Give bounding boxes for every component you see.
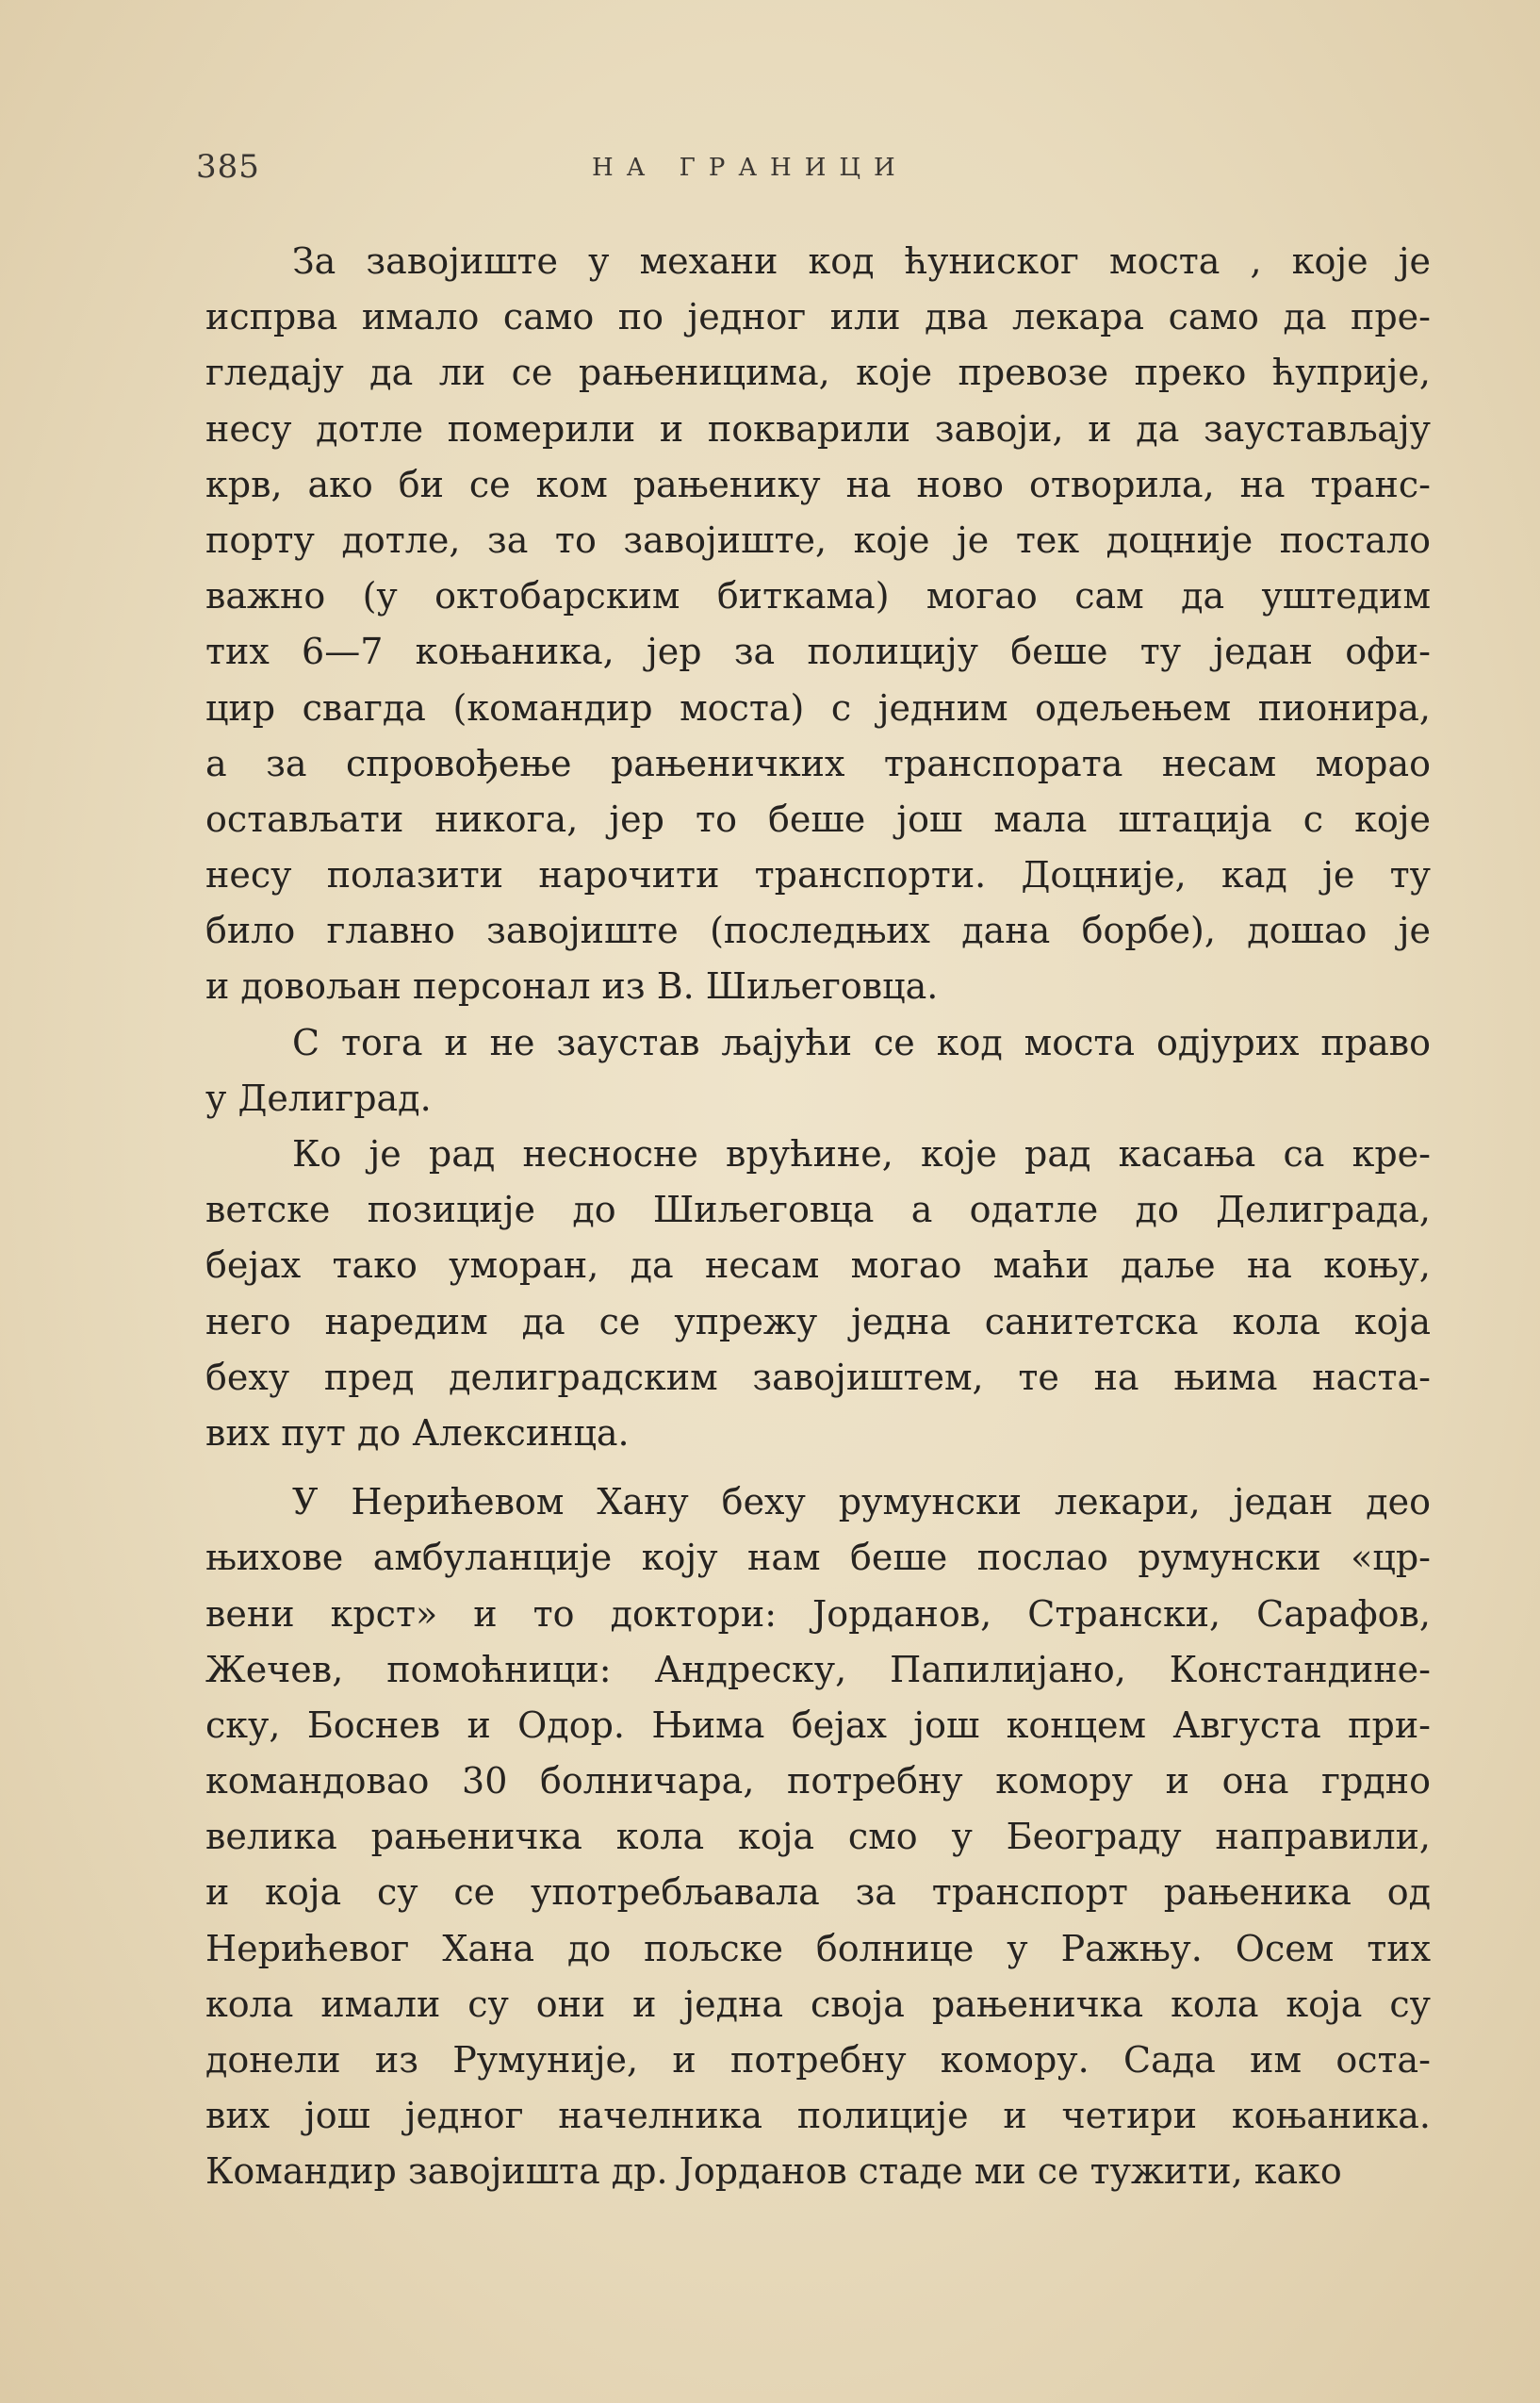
text-line: вени крст» и то доктори: Јорданов, Странски, Сарафов, <box>205 1592 1431 1635</box>
body-text <box>205 234 1431 2200</box>
text-line: гледају да ли се рањеницима, које превозе преко ћуприје, <box>205 352 1431 394</box>
text-line: бејах тако уморан, да несам могао маћи даље на коњу, <box>205 1244 1431 1287</box>
text-line: Командир завојишта др. Јорданов стаде ми се тужити, како <box>205 2150 1342 2193</box>
text-line: остављати никога, јер то беше још мала штација с које <box>205 798 1431 840</box>
text-line: велика рањеничка кола која смо у Београду направили, <box>205 1816 1431 1858</box>
text-line: крв, ако би се ком рањенику на ново отворила, на транс- <box>205 463 1431 505</box>
text-line: било главно завојиште (последњих дана борбе), дошао је <box>205 910 1431 952</box>
text-line: Ко је рад несносне врућине, које рад касања са кре- <box>292 1133 1431 1175</box>
text-line: У Нерићевом Хану беху румунски лекари, један део <box>292 1481 1431 1523</box>
text-line: вих још једног начелника полиције и четири коњаника. <box>205 2095 1431 2137</box>
text-line: Жечев, помоћници: Андреску, Папилијано, Констандине- <box>205 1648 1431 1690</box>
text-line: беху пред делиградским завојиштем, те на њима наста- <box>205 1356 1431 1398</box>
text-line: цир свагда (командир моста) с једним одељењем пионира, <box>205 686 1431 729</box>
text-line: а за спровођење рањеничких транспората несам морао <box>205 742 1431 784</box>
page-header <box>196 148 1440 195</box>
page-number: 385 <box>196 148 260 186</box>
text-line: С тога и не заустав љајући се код моста одјурих право <box>292 1021 1431 1063</box>
text-line: тих 6—7 коњаника, јер за полицију беше ту један офи- <box>205 631 1431 673</box>
text-line: несу дотле померили и покварили завоји, и да заустављају <box>205 407 1431 450</box>
text-line: њихове амбуланције коју нам беше послао румунски «цр- <box>205 1537 1431 1579</box>
text-line: Нерићевог Хана до пољске болнице у Ражњу. Осем тих <box>205 1927 1431 1969</box>
text-line: За завојиште у механи код ћуниског моста , које је <box>292 240 1431 282</box>
text-line: несу полазити нарочити транспорти. Доцније, кад је ту <box>205 854 1431 897</box>
text-line: ску, Боснев и Одор. Њима бејах још концем Августа при- <box>205 1703 1431 1746</box>
text-line: у Делиград. <box>205 1077 432 1119</box>
text-line: испрва имало само по једног или два лекара само да пре- <box>205 296 1431 338</box>
running-head: НА ГРАНИЦИ <box>592 154 909 182</box>
text-line: порту дотле, за то завојиште, које је тек доцније постало <box>205 518 1431 561</box>
text-line: него наредим да се упрежу једна санитетска кола која <box>205 1300 1431 1342</box>
text-line: вих пут до Алексинца. <box>205 1411 630 1454</box>
text-line: важно (у октобарским биткама) могао сам да уштедим <box>205 575 1431 617</box>
text-line: донели из Румуније, и потребну комору. Сада им оста- <box>205 2039 1431 2081</box>
text-line: командовао 30 болничара, потребну комору и она грдно <box>205 1760 1431 1802</box>
text-line: и која су се употребљавала за транспорт рањеника од <box>205 1871 1431 1914</box>
text-line: кола имали су они и једна своја рањеничка кола која су <box>205 1983 1431 2025</box>
text-line: ветске позиције до Шиљеговца а одатле до Делиграда, <box>205 1189 1431 1231</box>
paragraph-gap <box>205 1461 1431 1474</box>
text-line: и довољан персонал из В. Шиљеговца. <box>205 965 939 1008</box>
